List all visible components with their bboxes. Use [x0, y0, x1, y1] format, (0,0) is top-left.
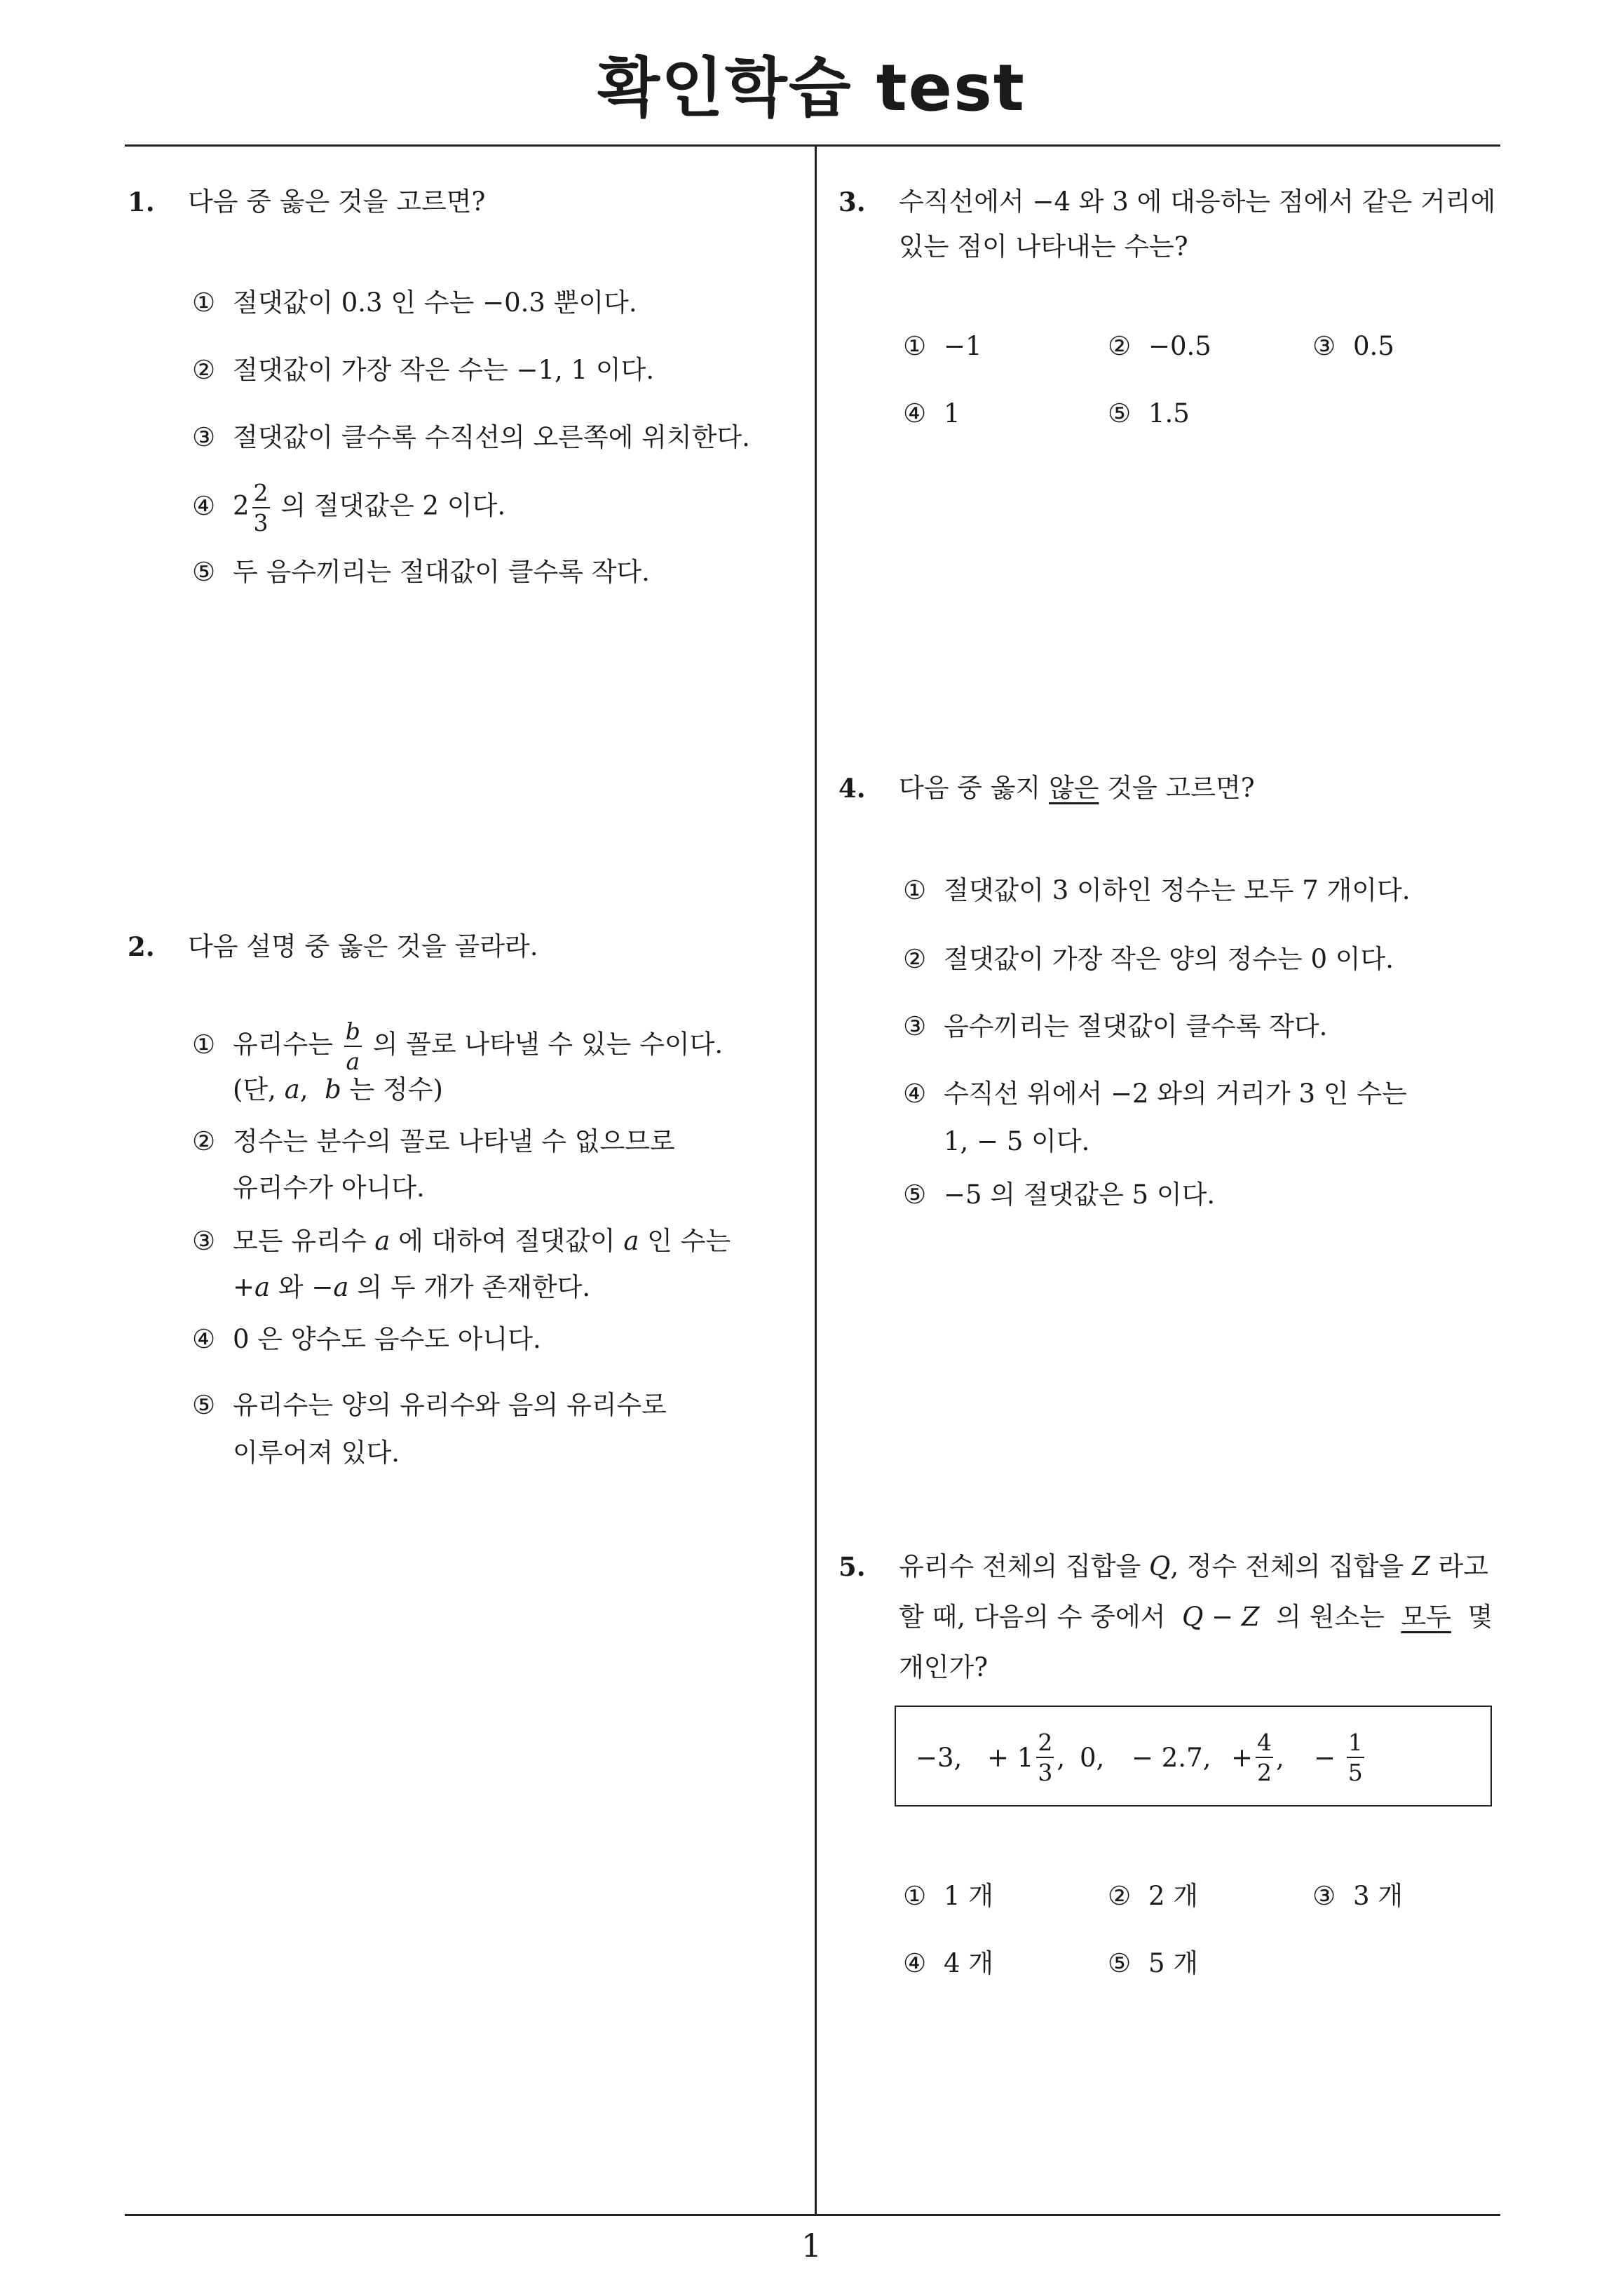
- q3-option-2[interactable]: ② −0.5: [1108, 331, 1211, 361]
- q5-option-3[interactable]: ③ 3 개: [1312, 1881, 1404, 1911]
- question-text: 다음 중 옳은 것을 고르면?: [188, 187, 486, 217]
- q5-option-1[interactable]: ① 1 개: [903, 1881, 994, 1911]
- column-divider: [815, 144, 817, 2214]
- question-text: 다음 설명 중 옳은 것을 골라라.: [188, 931, 538, 961]
- box-item-3: 0,: [1080, 1742, 1105, 1773]
- number-set-box: [895, 1706, 1492, 1807]
- q4-option-4[interactable]: ④ 수직선 위에서 −2 와의 거리가 3 인 수는: [903, 1079, 1407, 1109]
- q2-option-1-line2: (단, a, b 는 정수): [233, 1074, 443, 1105]
- q1-option-4[interactable]: ④ 2 $\frac{2}{3}$ 의 절댓값은 2 이다.: [192, 479, 506, 536]
- question-text: 수직선에서 −4 와 3 에 대응하는 점에서 같은 거리에: [899, 187, 1496, 217]
- question-number: 5.: [838, 1551, 866, 1582]
- q2-option-4[interactable]: ④ 0 은 양수도 음수도 아니다.: [192, 1324, 541, 1354]
- question-number: 4.: [838, 773, 866, 804]
- q4-option-1[interactable]: ① 절댓값이 3 이하인 정수는 모두 7 개이다.: [903, 875, 1411, 905]
- q1-option-1[interactable]: ① 절댓값이 0.3 인 수는 −0.3 뿐이다.: [192, 288, 637, 318]
- emphasis-underline: 않은: [1049, 773, 1099, 803]
- q2-option-5-line2: 이루어져 있다.: [233, 1438, 400, 1468]
- question-text-line2: 있는 점이 나타내는 수는?: [899, 231, 1188, 262]
- q2-option-2-line2: 유리수가 아니다.: [233, 1173, 425, 1203]
- q3-option-3[interactable]: ③ 0.5: [1312, 331, 1394, 361]
- fraction-b-over-a: $\frac{b}{a}$: [345, 1018, 360, 1075]
- q5-option-5[interactable]: ⑤ 5 개: [1108, 1948, 1199, 1978]
- emphasis-underline: 모두: [1401, 1602, 1451, 1632]
- question-text: 유리수 전체의 집합을 Q, 정수 전체의 집합을 Z 라고: [899, 1551, 1489, 1581]
- q3-option-1[interactable]: ① −1: [903, 331, 982, 361]
- q2-option-2[interactable]: ② 정수는 분수의 꼴로 나타낼 수 없으므로: [192, 1126, 675, 1156]
- question-number: 2.: [128, 931, 155, 962]
- question-text-line3: 개인가?: [899, 1652, 989, 1682]
- box-item-4: − 2.7,: [1132, 1742, 1211, 1773]
- footer-rule: [125, 2214, 1500, 2216]
- q3-option-4[interactable]: ④ 1: [903, 398, 960, 428]
- mixed-fraction: $\frac{2}{3}$: [253, 479, 269, 536]
- q1-option-2[interactable]: ② 절댓값이 가장 작은 수는 −1, 1 이다.: [192, 355, 655, 385]
- header-rule: [125, 144, 1500, 147]
- box-item-1: −3,: [916, 1742, 963, 1773]
- page-number: 1: [801, 2227, 822, 2264]
- box-item-5: + $\frac{4}{2}$ ,: [1231, 1729, 1284, 1786]
- q2-option-1[interactable]: ① 유리수는 $\frac{b}{a}$ 의 꼴로 나타낼 수 있는 수이다.: [192, 1018, 724, 1075]
- q5-option-2[interactable]: ② 2 개: [1108, 1881, 1199, 1911]
- question-number: 3.: [838, 187, 866, 217]
- q4-option-4-line2: 1, − 5 이다.: [944, 1126, 1090, 1156]
- question-number: 1.: [128, 187, 155, 217]
- q2-option-3-line2: +a 와 −a 의 두 개가 존재한다.: [233, 1272, 591, 1302]
- q4-option-2[interactable]: ② 절댓값이 가장 작은 양의 정수는 0 이다.: [903, 944, 1394, 974]
- q2-option-5[interactable]: ⑤ 유리수는 양의 유리수와 음의 유리수로: [192, 1390, 667, 1420]
- q5-option-4[interactable]: ④ 4 개: [903, 1948, 994, 1978]
- box-item-2: + 1 $\frac{2}{3}$ ,: [987, 1729, 1066, 1786]
- q4-option-5[interactable]: ⑤ −5 의 절댓값은 5 이다.: [903, 1180, 1216, 1210]
- page-title: 확인학습 test: [597, 50, 1026, 126]
- box-item-6: − $\frac{1}{5}$: [1314, 1729, 1363, 1786]
- q1-option-5[interactable]: ⑤ 두 음수끼리는 절대값이 클수록 작다.: [192, 557, 650, 587]
- question-text: 다음 중 옳지 않은 것을 고르면?: [899, 773, 1255, 803]
- q2-option-3[interactable]: ③ 모든 유리수 a 에 대하여 절댓값이 a 인 수는: [192, 1226, 731, 1256]
- q4-option-3[interactable]: ③ 음수끼리는 절댓값이 클수록 작다.: [903, 1011, 1328, 1041]
- q1-option-3[interactable]: ③ 절댓값이 클수록 수직선의 오른쪽에 위치한다.: [192, 422, 750, 452]
- q3-option-5[interactable]: ⑤ 1.5: [1108, 398, 1190, 428]
- question-text-line2: 할 때, 다음의 수 중에서 Q − Z 의 원소는 모두 몇: [899, 1602, 1493, 1632]
